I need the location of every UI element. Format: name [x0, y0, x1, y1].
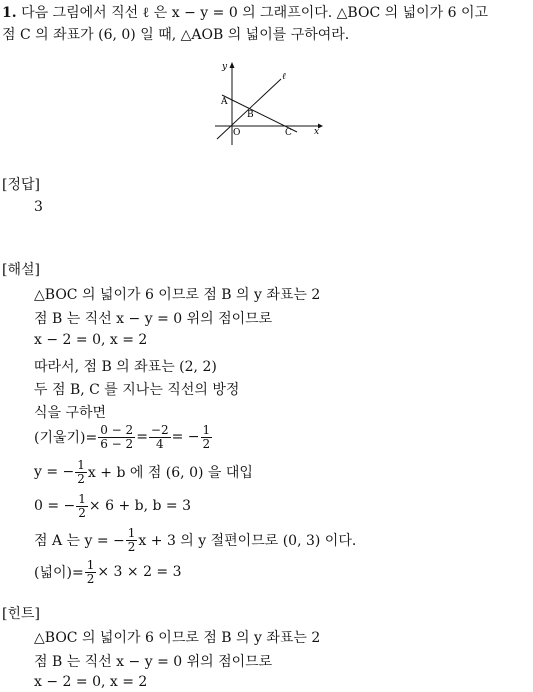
slope-fraction-2 [149, 424, 171, 451]
area-fraction-num: 1 [86, 557, 95, 572]
slope-fraction-1-num: 0 − 2 [100, 422, 134, 437]
line-equation-fraction-den: 2 [77, 471, 85, 486]
line-equation-b: x + b 에 점 (6, 0) 을 대입 [87, 465, 253, 481]
slope-fraction-1-den: 6 − 2 [100, 436, 134, 451]
slope-fraction-3-den: 2 [202, 436, 211, 451]
substitution-fraction-den: 2 [78, 505, 86, 520]
point-a-fraction-num: 1 [127, 525, 136, 540]
slope-equation [34, 420, 213, 454]
area-equation [34, 556, 182, 588]
solution-line-6: 식을 구하면 [34, 405, 107, 421]
y-axis-arrow [230, 62, 235, 68]
problem-line-1 [2, 2, 488, 22]
answer-value: 3 [34, 199, 43, 215]
solution-line-2: 점 B 는 직선 x − y = 0 위의 점이므로 [34, 311, 273, 327]
substitution-fraction [76, 493, 88, 520]
point-a-fraction [126, 527, 138, 554]
problem-number: 1. [2, 5, 17, 21]
area-a: (넓이)= [34, 565, 84, 581]
solution-line-4: 따라서, 점 B 의 좌표는 (2, 2) [34, 359, 217, 375]
point-c-label: C [285, 128, 292, 138]
problem-line-2: 점 C 의 좌표가 (6, 0) 일 때, △AOB 의 넓이를 구하여라. [2, 27, 350, 43]
substitution-a: 0 = − [34, 498, 76, 514]
line-l [217, 79, 281, 139]
point-a-fraction-den: 2 [127, 539, 136, 554]
substitution-equation [34, 490, 191, 522]
area-fraction-den: 2 [86, 571, 95, 586]
slope-label: (기울기)= [34, 430, 98, 446]
point-a-label: A [221, 97, 228, 107]
origin-label: O [233, 128, 241, 138]
point-a-statement-a: 점 A 는 y = − [34, 533, 125, 549]
area-fraction [85, 559, 97, 586]
slope-fraction-2-num: −2 [150, 422, 169, 437]
solution-line-5: 두 점 B, C 를 지나는 직선의 방정 [34, 382, 240, 398]
slope-equals-1: = [136, 429, 148, 445]
line-equation-a: y = − [34, 464, 75, 480]
solution-heading: [해설] [2, 262, 40, 278]
point-a-statement [34, 524, 356, 556]
point-b-label: B [247, 110, 254, 120]
substitution-b: × 6 + b, b = 3 [88, 498, 192, 514]
slope-fraction-2-den: 4 [155, 436, 164, 451]
solution-line-1: △BOC 의 넓이가 6 이므로 점 B 의 y 좌표는 2 [34, 287, 321, 303]
hint-line-3: x − 2 = 0, x = 2 [34, 674, 148, 690]
hint-heading: [힌트] [2, 606, 40, 622]
line-l-label: ℓ [282, 72, 286, 82]
hint-line-1: △BOC 의 넓이가 6 이므로 점 B 의 y 좌표는 2 [34, 630, 321, 646]
y-axis-label: y [222, 62, 228, 72]
solution-line-3: x − 2 = 0, x = 2 [34, 332, 148, 348]
x-axis-label: x [314, 127, 320, 137]
answer-heading: [정답] [2, 177, 40, 193]
slope-fraction-3 [201, 424, 213, 451]
substitution-fraction-num: 1 [78, 491, 86, 506]
line-equation [34, 456, 253, 488]
graph-figure [205, 55, 330, 150]
problem-text-1: 다음 그림에서 직선 ℓ 은 x − y = 0 의 그래프이다. △BOC 의 넓이가 6 이고 [21, 5, 489, 21]
hint-line-2: 점 B 는 직선 x − y = 0 위의 점이므로 [34, 654, 273, 670]
line-equation-fraction-num: 1 [77, 457, 85, 472]
area-b: × 3 × 2 = 3 [97, 564, 182, 580]
slope-fraction-3-num: 1 [202, 422, 211, 437]
point-a-statement-b: x + 3 의 y 절편이므로 (0, 3) 이다. [138, 533, 357, 549]
line-equation-fraction [75, 459, 87, 486]
slope-equals-2: = − [171, 429, 200, 445]
slope-fraction-1 [98, 424, 135, 451]
